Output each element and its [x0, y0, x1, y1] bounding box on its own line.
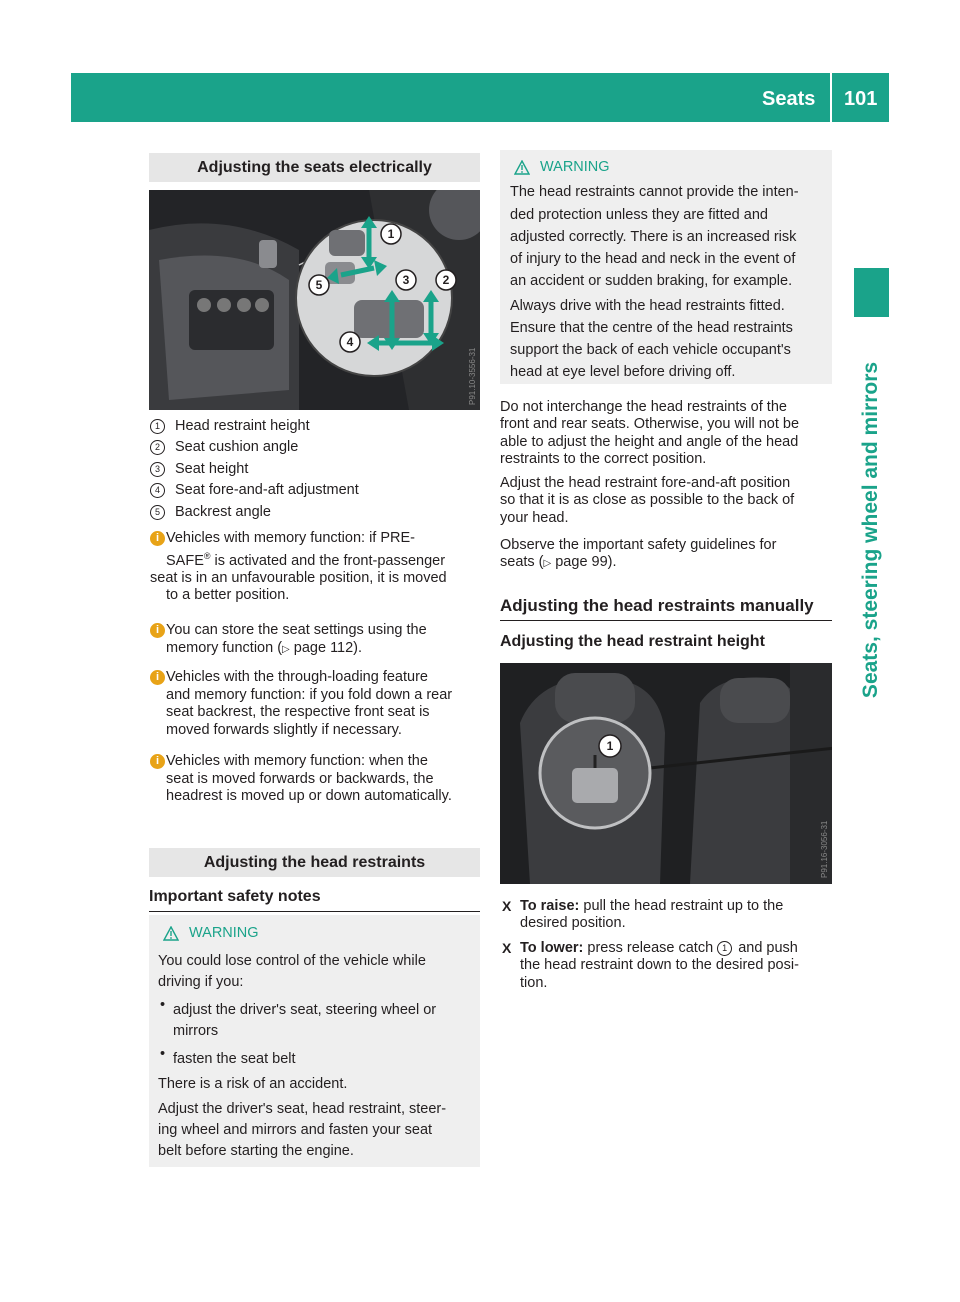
info-text: is activated and the front-passenger — [210, 552, 446, 569]
legend-item — [150, 461, 248, 477]
info-note — [150, 622, 485, 658]
legend-text: Seat height — [175, 461, 249, 477]
paragraph — [500, 475, 794, 527]
paragraph-line: Adjust the head restraint fore-and-aft position — [500, 475, 791, 491]
warning-text: Ensure that the centre of the head restraints — [510, 320, 793, 336]
step-lower — [520, 940, 799, 992]
info-text: Vehicles with memory function: if PRE- — [166, 530, 416, 546]
step-keyword: To raise: — [520, 898, 580, 914]
info-text: SAFE — [166, 552, 204, 569]
section-heading-text: Adjusting the seats electrically — [197, 159, 432, 176]
warning-text: head at eye level before driving off. — [510, 364, 736, 380]
paragraph-line: seats ( — [500, 554, 544, 571]
info-text: moved forwards slightly if necessary. — [166, 721, 402, 738]
info-icon: i — [150, 754, 165, 769]
subheading-restraint-height: Adjusting the head restraint height — [500, 633, 765, 650]
callout-ref: 1 — [717, 941, 732, 956]
info-note — [150, 669, 485, 739]
info-text: seat backrest, the respective front seat is — [166, 704, 430, 720]
figure-code: P91.10-3556-31 — [468, 347, 477, 405]
step-text: the head restraint down to the desired posi- — [520, 957, 799, 974]
warning-text: an accident or sudden braking, for example. — [510, 273, 793, 289]
info-icon: i — [150, 531, 165, 546]
legend-number: 3 — [150, 462, 165, 477]
paragraph-line: Observe the important safety guidelines for — [500, 537, 777, 553]
warning-text: driving if you: — [158, 974, 244, 990]
subheading-safety-notes: Important safety notes — [149, 888, 321, 905]
registered-mark: ® — [203, 550, 211, 561]
warning-text: support the back of each vehicle occupant's — [510, 342, 791, 358]
legend-item — [150, 439, 298, 455]
heading-rule — [500, 620, 832, 621]
legend-item — [150, 504, 271, 520]
info-icon: i — [150, 670, 165, 685]
paragraph-line: your head. — [500, 509, 569, 526]
step-raise — [520, 898, 783, 933]
callout-2: 2 — [442, 273, 450, 287]
info-text: Vehicles with memory function: when the — [166, 753, 428, 769]
info-text: headrest is moved up or down automatically. — [166, 788, 452, 804]
callout-4: 4 — [346, 335, 354, 349]
info-text: Vehicles with the through-loading feature — [166, 669, 428, 685]
warning-text: The head restraints cannot provide the inten- — [510, 184, 799, 200]
warning-text: belt before starting the engine. — [158, 1143, 354, 1159]
step-text: tion. — [520, 974, 548, 991]
info-text: seat is in an unfavourable position, it is moved — [150, 569, 447, 586]
warning-bullet-text: fasten the seat belt — [173, 1051, 296, 1067]
section-heading-head-restraints — [149, 848, 480, 877]
info-text: and memory function: if you fold down a rear — [166, 686, 453, 703]
warning-text: ded protection unless they are fitted and — [510, 207, 768, 223]
legend-text: Head restraint height — [175, 418, 310, 434]
section-heading-manual: Adjusting the head restraints manually — [500, 596, 814, 615]
warning-text: adjusted correctly. There is an increased risk — [510, 229, 797, 245]
paragraph-line: restraints to the correct position. — [500, 451, 707, 468]
callout-3: 3 — [402, 273, 410, 287]
legend-text: Seat fore-and-aft adjustment — [175, 482, 359, 498]
warning-text: You could lose control of the vehicle while — [158, 953, 426, 969]
info-text: You can store the seat settings using the — [166, 622, 427, 638]
page-ref-link[interactable]: page 112). — [289, 639, 363, 656]
warning-title: WARNING — [189, 925, 259, 941]
head-restraint-figure — [500, 663, 832, 884]
seat-controls-figure — [149, 190, 480, 410]
paragraph-line: so that it is as close as possible to the back of — [500, 492, 795, 509]
info-text: memory function ( — [166, 639, 283, 656]
warning-text: There is a risk of an accident. — [158, 1076, 348, 1092]
info-note — [150, 530, 485, 605]
callout-1: 1 — [387, 227, 395, 241]
warning-bullet-text: mirrors — [173, 1023, 219, 1039]
page-ref-arrow-icon: ▷ — [282, 643, 290, 655]
info-icon: i — [150, 623, 165, 638]
warning-triangle-icon — [514, 160, 530, 175]
paragraph — [500, 399, 799, 469]
step-marker-icon: X — [502, 898, 512, 914]
chapter-tab — [854, 268, 889, 317]
section-heading-seats-electric — [149, 153, 480, 182]
paragraph — [500, 537, 776, 573]
info-text: to a better position. — [166, 587, 290, 604]
header-section-title: Seats — [762, 88, 816, 110]
step-text: pull the head restraint up to the — [579, 898, 784, 914]
bullet-icon: • — [160, 997, 166, 1013]
legend-number: 1 — [150, 419, 165, 434]
info-note — [150, 753, 485, 806]
warning-title: WARNING — [540, 159, 610, 175]
legend-text: Backrest angle — [175, 504, 271, 520]
legend-number: 2 — [150, 440, 165, 455]
section-heading-text: Adjusting the head restraints — [203, 854, 426, 871]
warning-bullet-text: adjust the driver's seat, steering wheel or — [173, 1002, 437, 1018]
step-text: desired position. — [520, 915, 626, 932]
legend-text: Seat cushion angle — [175, 439, 299, 455]
step-keyword: To lower: — [520, 940, 584, 956]
page-ref-arrow-icon: ▷ — [543, 558, 552, 570]
callout-5: 5 — [315, 278, 323, 292]
legend-item — [150, 482, 359, 498]
info-text: seat is moved forwards or backwards, the — [166, 770, 434, 787]
legend-item — [150, 418, 310, 434]
step-marker-icon: X — [502, 940, 512, 956]
warning-text: Always drive with the head restraints fitted. — [510, 298, 785, 314]
header-divider — [830, 73, 832, 122]
warning-triangle-icon — [163, 926, 179, 941]
warning-text: of injury to the head and neck in the event of — [510, 251, 796, 267]
heading-rule — [149, 911, 480, 912]
paragraph-line: front and rear seats. Otherwise, you will not be — [500, 416, 800, 433]
warning-text: ing wheel and mirrors and fasten your seat — [158, 1122, 433, 1138]
step-text: press release catch — [583, 940, 718, 956]
paragraph-line: Do not interchange the head restraints of the — [500, 399, 787, 415]
callout-1: 1 — [606, 739, 614, 753]
paragraph-line: able to adjust the height and angle of the head — [500, 433, 799, 450]
legend-number: 4 — [150, 483, 165, 498]
chapter-title: Seats, steering wheel and mirrors — [859, 361, 882, 699]
figure-code: P91.16-3056-31 — [820, 820, 829, 878]
page-number: 101 — [844, 88, 878, 110]
legend-number: 5 — [150, 505, 165, 520]
warning-text: Adjust the driver's seat, head restraint, steer- — [158, 1101, 447, 1117]
step-text: and push — [734, 940, 798, 956]
page-ref-link[interactable]: page 99). — [551, 554, 617, 571]
bullet-icon: • — [160, 1046, 166, 1062]
